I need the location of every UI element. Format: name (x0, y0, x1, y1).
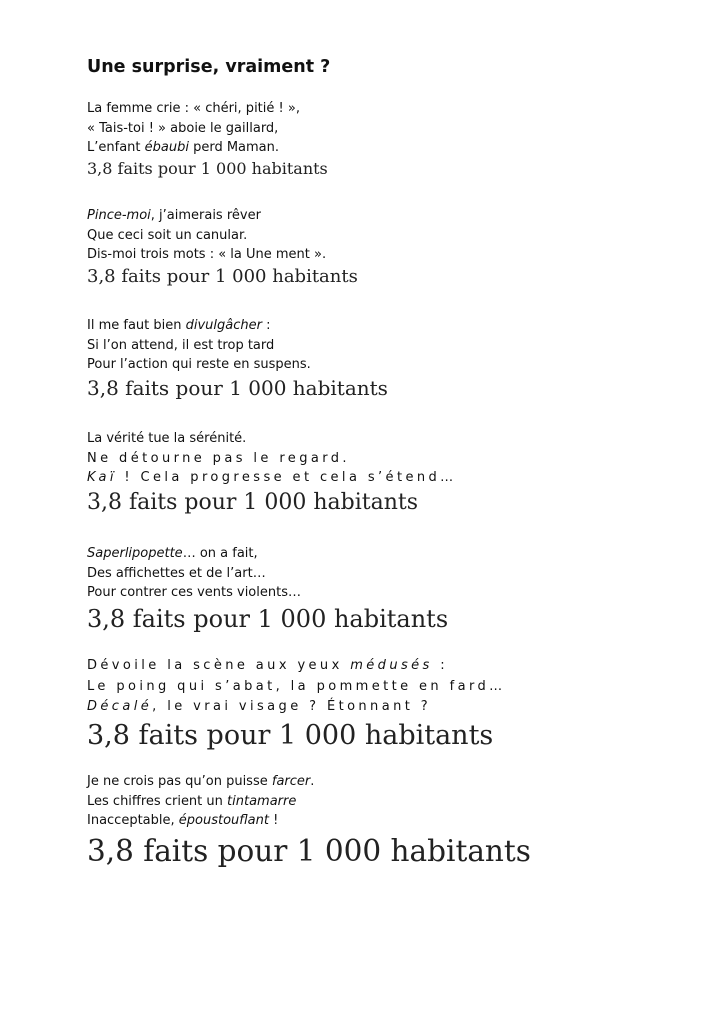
verse-line (87, 677, 506, 698)
italic-text: Décalé (87, 699, 153, 714)
verse-line (87, 138, 328, 158)
verse-line (87, 429, 457, 449)
refrain-line: 3,8 faits pour 1 000 habitants (87, 604, 449, 633)
text-segment: Que ceci soit un canular. (87, 227, 248, 243)
text-segment: La femme crie : « chéri, pitié ! », (87, 101, 300, 116)
verse-line (87, 206, 358, 226)
text-segment: L’enfant (87, 140, 145, 155)
italic-text: Pince-moi (87, 208, 151, 223)
text-segment: Il me faut bien (87, 318, 186, 333)
text-segment: : (432, 658, 449, 673)
verse-line (87, 355, 388, 375)
verse-line (87, 772, 531, 792)
italic-text: Saperlipopette (87, 546, 183, 561)
text-segment: perd Maman. (188, 140, 280, 155)
verse-line (87, 583, 448, 603)
verse-line (87, 468, 457, 488)
verse-line (87, 697, 506, 718)
text-segment: Pour l’action qui reste en suspens. (87, 357, 311, 372)
italic-text: divulgâcher (185, 318, 262, 333)
stanza-5 (87, 544, 448, 635)
poem-title: Une surprise, vraiment ? (87, 57, 331, 77)
text-segment: Les chiffres crient un (87, 793, 228, 809)
refrain-line: 3,8 faits pour 1 000 habitants (87, 265, 358, 287)
text-segment: . (310, 774, 315, 789)
verse-line (87, 564, 448, 584)
italic-text: médusés (350, 658, 433, 673)
refrain-line: 3,8 faits pour 1 000 habitants (87, 719, 494, 751)
verse-line (87, 449, 457, 469)
italic-text: époustouflant (178, 813, 269, 828)
text-segment: Des affichettes et de l’art… (87, 565, 266, 581)
text-segment: Je ne crois pas qu’on puisse (87, 774, 272, 789)
stanza-2 (87, 206, 358, 289)
stanza-7 (87, 772, 531, 871)
refrain-line: 3,8 faits pour 1 000 habitants (87, 833, 531, 868)
italic-text: Kaï (87, 470, 117, 485)
verse-line (87, 226, 358, 246)
text-segment: … on a fait, (182, 546, 258, 561)
text-segment: : (261, 318, 271, 333)
text-segment: Pour contrer ces vents violents… (87, 585, 301, 600)
verse-line (87, 792, 531, 812)
verse-line (87, 245, 358, 265)
verse-line (87, 656, 506, 677)
stanza-1 (87, 99, 328, 180)
italic-text: ébaubi (144, 140, 189, 155)
refrain-line: 3,8 faits pour 1 000 habitants (87, 489, 419, 515)
text-segment: Si l’on attend, il est trop tard (87, 337, 275, 353)
text-segment: ! Cela progresse et cela s’étend… (116, 470, 457, 485)
verse-line (87, 336, 388, 356)
refrain-line: 3,8 faits pour 1 000 habitants (87, 158, 328, 178)
verse-line (87, 119, 328, 139)
text-segment: , le vrai visage ? Étonnant ? (152, 699, 432, 714)
text-segment: Inacceptable, (87, 813, 179, 828)
text-segment: ! (269, 813, 279, 828)
text-segment: Le poing qui s’abat, la pommette en fard… (87, 678, 506, 694)
verse-line (87, 316, 388, 336)
text-segment: Dis-moi trois mots : « la Une ment ». (87, 247, 327, 262)
italic-text: tintamarre (227, 793, 297, 809)
text-segment: , j’aimerais rêver (150, 208, 261, 223)
stanza-4 (87, 429, 457, 518)
text-segment: Ne détourne pas le regard. (87, 450, 350, 466)
verse-line (87, 544, 448, 564)
text-segment: « Tais-toi ! » aboie le gaillard, (87, 120, 279, 136)
text-segment: Dévoile la scène aux yeux (87, 658, 351, 673)
verse-line (87, 811, 531, 831)
refrain-line: 3,8 faits pour 1 000 habitants (87, 375, 388, 400)
text-segment: La vérité tue la sérénité. (87, 431, 247, 446)
italic-text: farcer (271, 774, 311, 789)
verse-line (87, 99, 328, 119)
stanza-3 (87, 316, 388, 402)
stanza-6 (87, 656, 506, 754)
